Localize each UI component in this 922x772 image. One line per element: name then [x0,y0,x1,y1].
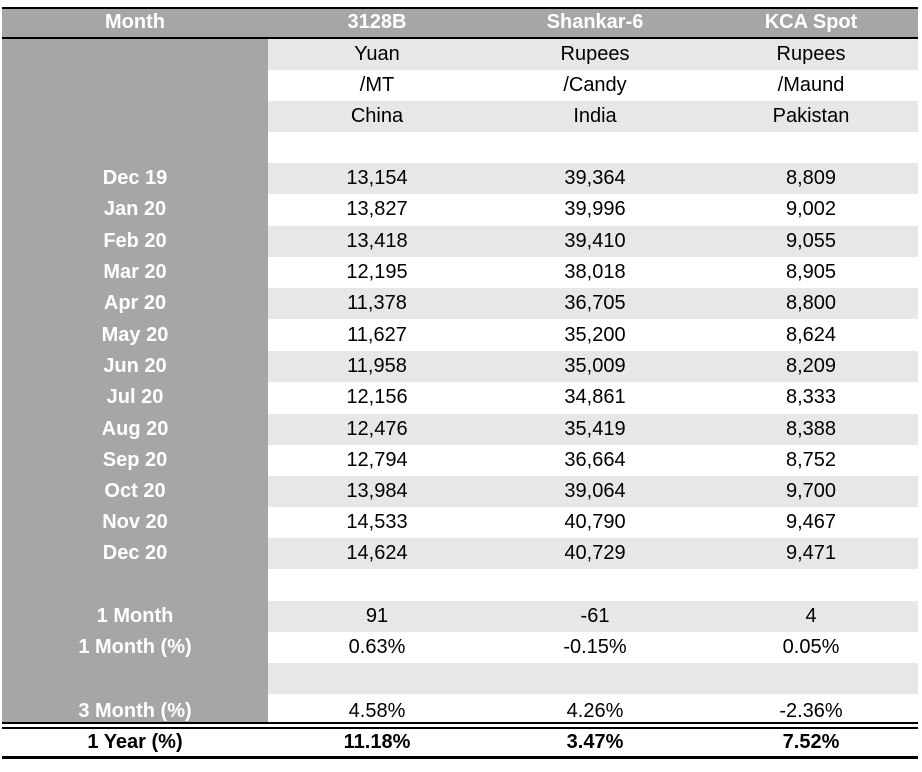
table-row [2,382,918,413]
price-cell: 35,200 [564,324,626,346]
month-label: Sep 20 [102,449,168,471]
price-cell: 35,009 [564,355,626,377]
price-cell: 13,418 [346,230,408,252]
month-label: Mar 20 [103,261,167,283]
country-cell: China [350,105,404,127]
price-cell: 34,861 [564,386,626,408]
change-cell: -2.36% [779,700,843,722]
table-row [2,320,918,351]
change-cell: 4 [805,605,817,627]
price-cell: 9,467 [785,511,837,533]
change-cell: 4.26% [566,700,624,722]
price-cell: 12,195 [346,261,408,283]
price-cell: 36,705 [564,292,626,314]
month-label: Jul 20 [106,386,164,408]
price-cell: 8,905 [785,261,837,283]
price-cell: 13,154 [346,167,408,189]
unit-cell: /Candy [563,74,627,96]
price-cell: 12,794 [346,449,408,471]
country-cell: India [573,105,617,127]
total-row [2,727,918,756]
price-cell: 9,700 [785,480,837,502]
change-cell: -61 [580,605,610,627]
change-row [2,694,918,722]
country-cell: Pakistan [772,105,850,127]
price-cell: 8,624 [785,324,837,346]
price-cell: 40,790 [564,511,626,533]
spacer-row [2,663,918,694]
price-cell: 8,809 [785,167,837,189]
price-cell: 11,627 [347,324,407,346]
header-shankar-6: Shankar-6 [546,11,644,33]
month-label: Dec 19 [102,167,168,189]
price-cell: 8,333 [785,386,837,408]
change-label: 1 Month (%) [78,636,192,658]
month-label: Apr 20 [103,292,167,314]
price-cell: 12,156 [346,386,408,408]
header-month: Month [105,11,165,33]
change-cell: 4.58% [348,700,406,722]
price-cell: 14,624 [346,542,408,564]
spacer-row [2,569,918,600]
change-row [2,632,918,663]
table-row [2,351,918,382]
change-cell: 0.63% [348,636,406,658]
country-row [2,101,918,132]
price-cell: 9,471 [785,542,837,564]
unit-cell: Yuan [354,43,400,65]
price-cell: 35,419 [564,418,626,440]
table-row [2,538,918,569]
table-row [2,257,918,288]
price-cell: 40,729 [564,542,626,564]
price-cell: 11,958 [347,355,407,377]
change-cell: 91 [365,605,389,627]
month-label: Dec 20 [102,542,168,564]
month-label: Aug 20 [101,418,169,440]
price-cell: 39,364 [564,167,626,189]
header-kca-spot: KCA Spot [764,11,858,33]
price-cell: 8,388 [785,418,837,440]
table-row [2,163,918,194]
change-cell: 11.18% [343,731,411,753]
table-row [2,194,918,225]
price-cell: 9,055 [785,230,837,252]
change-label: 3 Month (%) [78,700,192,722]
price-cell: 39,996 [564,198,626,220]
price-cell: 11,378 [347,292,407,314]
price-cell: 39,064 [564,480,626,502]
price-cell: 13,984 [346,480,408,502]
price-cell: 39,410 [564,230,626,252]
change-row [2,601,918,632]
change-label: 1 Month [96,605,174,627]
change-cell: 3.47% [566,731,624,753]
price-cell: 14,533 [346,511,408,533]
unit-cell: /MT [359,74,395,96]
table-row [2,445,918,476]
spacer-row [2,132,918,163]
month-label: Jun 20 [103,355,167,377]
table-row [2,414,918,445]
price-cell: 36,664 [564,449,626,471]
header-3128b: 3128B [347,11,407,33]
month-label: Feb 20 [103,230,167,252]
month-label: Nov 20 [102,511,168,533]
change-label: 1 Year (%) [87,731,183,753]
price-cell: 12,476 [346,418,408,440]
price-cell: 38,018 [564,261,626,283]
change-cell: -0.15% [563,636,627,658]
unit-cell: /Maund [777,74,845,96]
month-label: May 20 [101,324,169,346]
unit-row [2,70,918,101]
table-row [2,288,918,319]
price-cell: 8,209 [785,355,837,377]
double-rule [2,722,918,724]
price-cell: 8,752 [785,449,837,471]
price-cell: 13,827 [346,198,408,220]
price-cell: 9,002 [785,198,837,220]
table-row [2,226,918,257]
month-label: Jan 20 [103,198,167,220]
table-row [2,476,918,507]
table-row [2,507,918,538]
unit-cell: Rupees [560,43,630,65]
unit-row [2,39,918,70]
month-label: Oct 20 [104,480,166,502]
change-cell: 0.05% [782,636,840,658]
change-cell: 7.52% [782,731,840,753]
unit-cell: Rupees [776,43,846,65]
price-cell: 8,800 [785,292,837,314]
bottom-rule [2,756,918,759]
